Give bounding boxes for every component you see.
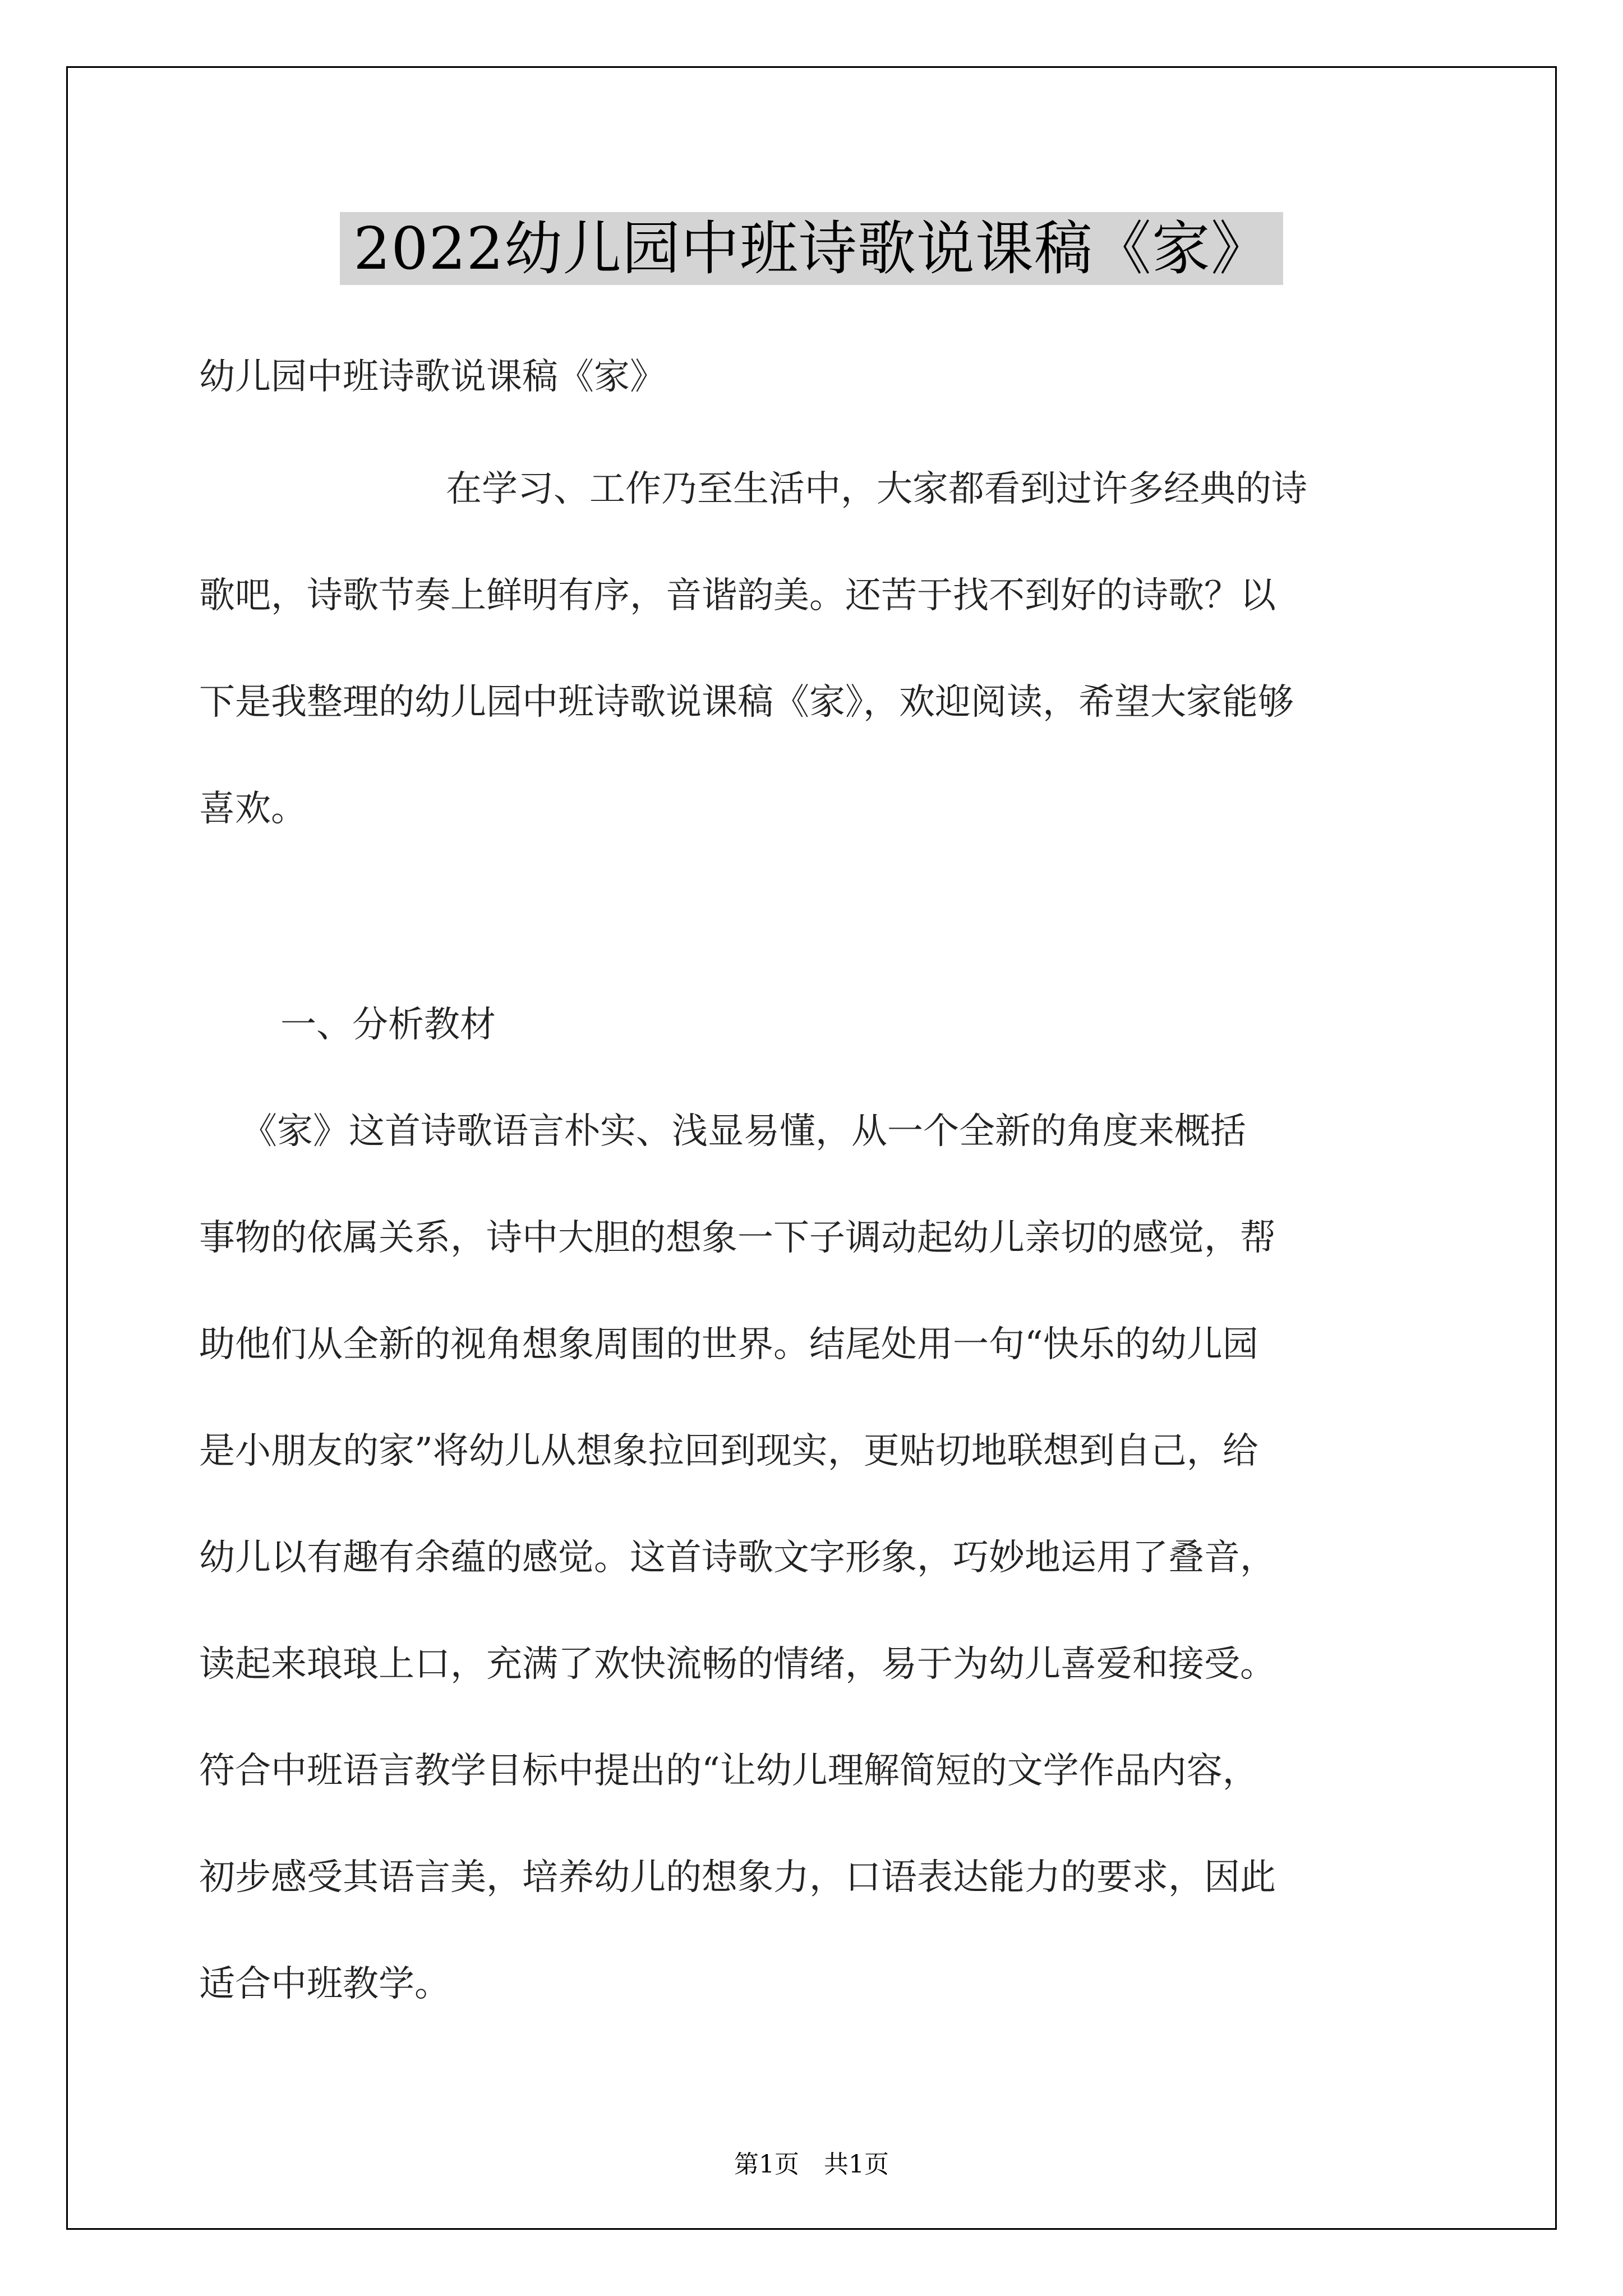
page-footer: 第1页 共1页 [734, 2150, 889, 2179]
section-heading: 一、分析教材 [280, 1004, 496, 1046]
body-line: 是小朋友的家”将幼儿从想象拉回到现实，更贴切地联想到自己，给 [199, 1430, 1258, 1472]
document-title: 2022幼儿园中班诗歌说课稿《家》 [340, 212, 1283, 285]
body-line: 幼儿以有趣有余蕴的感觉。这首诗歌文字形象，巧妙地运用了叠音， [199, 1537, 1276, 1579]
intro-line: 歌吧，诗歌节奏上鲜明有序，音谐韵美。还苦于找不到好的诗歌？以 [199, 575, 1276, 616]
body-line: 读起来琅琅上口，充满了欢快流畅的情绪，易于为幼儿喜爱和接受。 [199, 1644, 1276, 1685]
title-container [0, 212, 1623, 285]
body-line: 初步感受其语言美，培养幼儿的想象力，口语表达能力的要求，因此 [199, 1857, 1276, 1898]
document-subtitle: 幼儿园中班诗歌说课稿《家》 [199, 356, 666, 398]
body-line: 事物的依属关系，诗中大胆的想象一下子调动起幼儿亲切的感觉，帮 [199, 1217, 1276, 1259]
body-line: 助他们从全新的视角想象周围的世界。结尾处用一句“快乐的幼儿园 [199, 1324, 1258, 1365]
body-line: 适合中班教学。 [199, 1963, 450, 2005]
body-line: 《家》这首诗歌语言朴实、浅显易懂，从一个全新的角度来概括 [241, 1111, 1246, 1152]
intro-line: 在学习、工作乃至生活中，大家都看到过许多经典的诗 [446, 468, 1307, 510]
body-line: 符合中班语言教学目标中提出的“让幼儿理解简短的文学作品内容， [199, 1750, 1258, 1792]
intro-line: 喜欢。 [199, 788, 307, 830]
intro-line: 下是我整理的幼儿园中班诗歌说课稿《家》，欢迎阅读，希望大家能够 [199, 682, 1294, 723]
